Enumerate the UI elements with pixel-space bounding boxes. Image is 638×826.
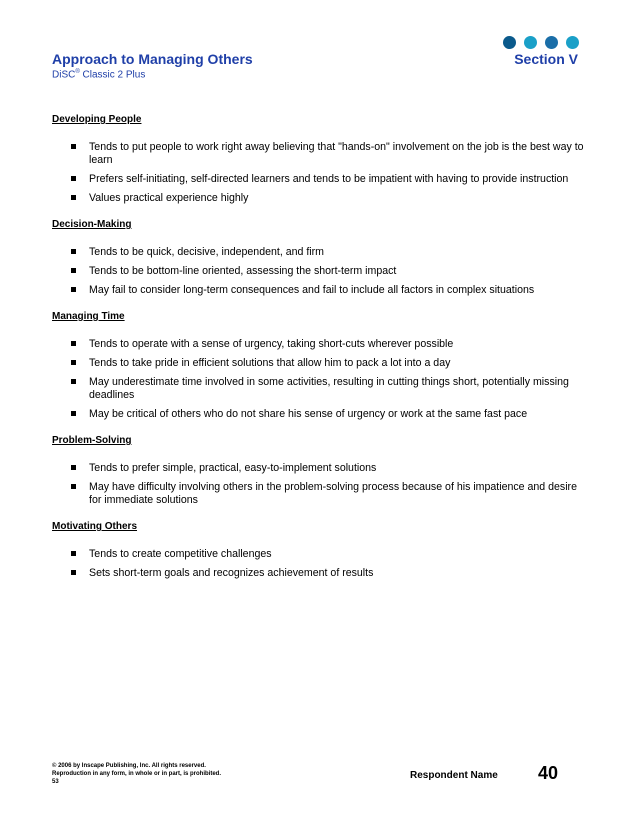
dot-2 [524,36,537,49]
page-title: Approach to Managing Others [52,51,253,67]
subtitle [52,69,145,80]
bullet-icon [71,570,76,575]
bullet-icon [71,249,76,254]
dot-3 [545,36,558,49]
subtitle-suffix: Classic 2 Plus [79,69,146,81]
subtitle-prefix: DiSC [52,69,76,81]
list-item [52,141,592,167]
section-heading: Managing Time [52,311,125,322]
bullet-icon [71,411,76,416]
list-item-text: May have difficulty involving others in the problem-solving process because of his impatience and desire for immediate solutions [89,481,577,506]
section-heading: Developing People [52,114,142,125]
bullet-list [52,338,592,421]
section-label: Section V [514,51,578,67]
reproduction-line: Reproduction in any form, in whole or in part, is prohibited. [52,771,222,777]
list-item [52,357,592,370]
registered-mark: ® [75,69,80,75]
list-item-text: May underestimate time involved in some activities, resulting in cutting things short, potentially missing deadlines [89,376,569,401]
bullet-list [52,548,592,580]
list-item-text: Tends to be quick, decisive, independent, and firm [89,246,324,258]
list-item [52,246,592,259]
list-item-text: Tends to prefer simple, practical, easy-to-implement solutions [89,462,377,474]
list-item-text: Sets short-term goals and recognizes achievement of results [89,567,374,579]
bullet-icon [71,484,76,489]
bullet-icon [71,341,76,346]
list-item [52,567,592,580]
list-item [52,462,592,475]
list-item-text: Prefers self-initiating, self-directed learners and tends to be impatient with having to provide instruction [89,173,569,185]
bullet-icon [71,360,76,365]
copyright-line: © 2006 by Inscape Publishing, Inc. All rights reserved. [52,763,206,769]
list-item-text: Values practical experience highly [89,192,249,204]
list-item [52,265,592,278]
bullet-icon [71,551,76,556]
list-item [52,192,592,205]
footer-copyright [52,762,221,786]
section-heading: Motivating Others [52,521,138,532]
decorative-dots [503,36,579,49]
list-item-text: Tends to operate with a sense of urgency, taking short-cuts wherever possible [89,338,454,350]
dot-1 [503,36,516,49]
bullet-icon [71,268,76,273]
bullet-icon [71,195,76,200]
list-item [52,338,592,351]
list-item-text: May be critical of others who do not share his sense of urgency or work at the same fast pace [89,408,528,420]
bullet-list [52,246,592,297]
list-item-text: Tends to put people to work right away believing that "hands-on" involvement on the job is the best way to learn [89,141,584,166]
list-item-text: Tends to be bottom-line oriented, assessing the short-term impact [89,265,397,277]
list-item-text: Tends to take pride in efficient solutions that allow him to pack a lot into a day [89,357,451,369]
section-heading: Decision-Making [52,219,132,230]
list-item [52,408,592,421]
bullet-icon [71,176,76,181]
page-number: 40 [538,763,559,783]
footer-code: 53 [52,779,59,785]
bullet-icon [71,465,76,470]
bullet-list [52,462,592,507]
list-item-text: Tends to create competitive challenges [89,548,272,560]
list-item [52,173,592,186]
list-item-text: May fail to consider long-term consequences and fail to include all factors in complex situations [89,284,535,296]
bullet-list [52,141,592,205]
content [52,114,592,594]
dot-4 [566,36,579,49]
list-item [52,548,592,561]
list-item [52,376,592,402]
section-heading: Problem-Solving [52,435,132,446]
bullet-icon [71,144,76,149]
respondent-name: Respondent Name [410,770,498,781]
bullet-icon [71,287,76,292]
list-item [52,284,592,297]
bullet-icon [71,379,76,384]
list-item [52,481,592,507]
